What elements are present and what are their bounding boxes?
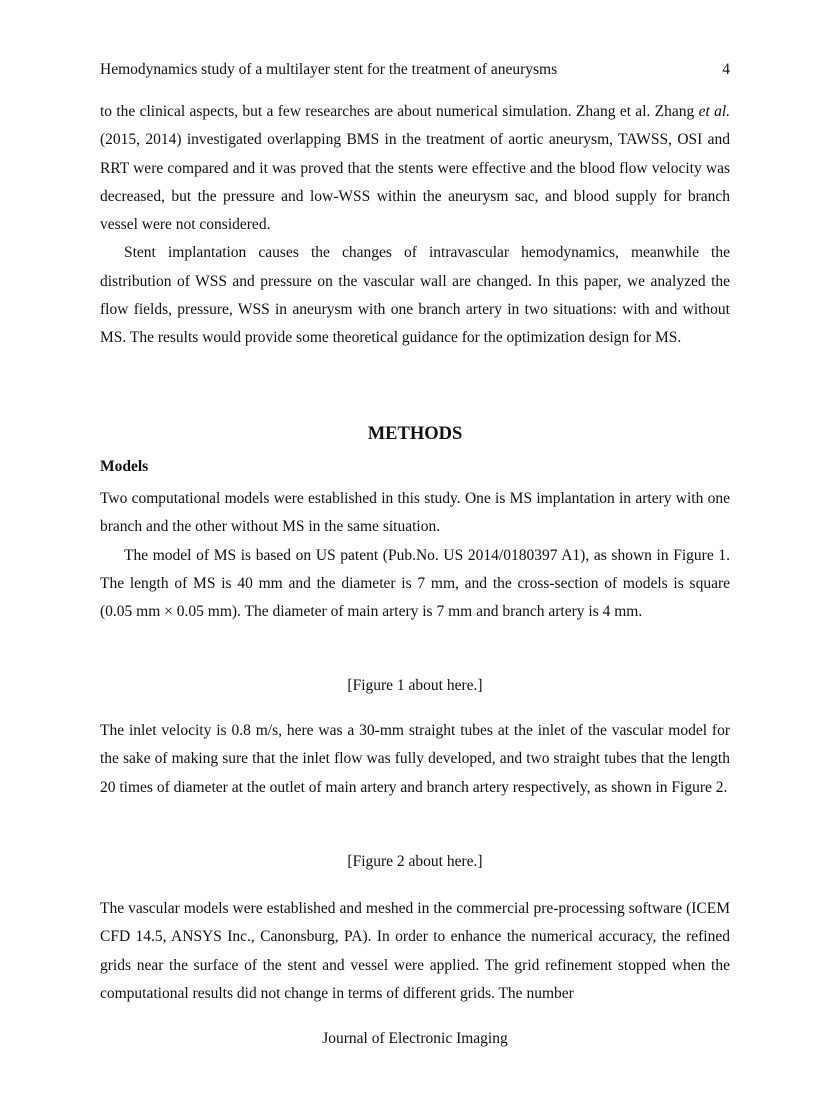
journal-footer: Journal of Electronic Imaging: [322, 1030, 508, 1047]
intro-paragraph-1-text-b: (2015, 2014) investigated overlapping BMS in the treatment of aortic aneurysm, TAWSS, OSI and RRT were compared and it was proved that the stents were effective and the blood flow velocity was decreased, but the pressure and low-WSS within the aneurysm sac, and blood supply for branch vessel were not considered.: [100, 131, 730, 234]
running-title: Hemodynamics study of a multilayer stent for the treatment of aneurysms: [100, 61, 558, 78]
intro-paragraph-1-text-a: to the clinical aspects, but a few researches are about numerical simulation. Zhang et al. Zhang: [100, 103, 699, 120]
intro-paragraph-2: Stent implantation causes the changes of intravascular hemodynamics, meanwhile the distribution of WSS and pressure on the vascular wall are changed. In this paper, we analyzed the flow fields, pressure, WSS in aneurysm with one branch artery in two situations: with and without MS. The results would provide some theoretical guidance for the optimization design for MS.: [100, 244, 730, 347]
models-paragraph-1: Two computational models were established in this study. One is MS implantation in artery with one branch and the other without MS in the same situation.: [100, 490, 730, 536]
models-paragraph-4: The vascular models were established and meshed in the commercial pre-processing software (ICEM CFD 14.5, ANSYS Inc., Canonsburg, PA). In order to enhance the numerical accuracy, the refined grids near the surface of the stent and vessel were applied. The grid refinement stopped when the computational results did not change in terms of different grids. The number: [100, 900, 730, 1002]
et-al-italic: et al.: [698, 103, 730, 120]
subsection-heading-models: Models: [100, 458, 149, 475]
models-paragraph-3: The inlet velocity is 0.8 m/s, here was a 30-mm straight tubes at the inlet of the vascular model for the sake of making sure that the inlet flow was fully developed, and two straight tubes that the length 20 times of diameter at the outlet of main artery and branch artery respectively, as shown in Figure 2.: [100, 722, 730, 796]
intro-section: [100, 98, 730, 353]
running-header: [100, 60, 730, 80]
models-block-3: [100, 895, 730, 1008]
models-block-1: [100, 485, 730, 626]
page-number: 4: [722, 61, 730, 78]
models-block-2: [100, 717, 730, 802]
figure-1-placeholder: [Figure 1 about here.]: [347, 677, 483, 694]
models-paragraph-2: The model of MS is based on US patent (Pub.No. US 2014/0180397 A1), as shown in Figure 1. The length of MS is 40 mm and the diameter is 7 mm, and the cross-section of models is square (0.05 mm × 0.05 mm). The diameter of main artery is 7 mm and branch artery is 4 mm.: [100, 546, 730, 621]
intro-paragraph-1: [100, 98, 730, 239]
section-heading-methods: METHODS: [367, 424, 463, 444]
figure-2-placeholder: [Figure 2 about here.]: [347, 853, 483, 870]
